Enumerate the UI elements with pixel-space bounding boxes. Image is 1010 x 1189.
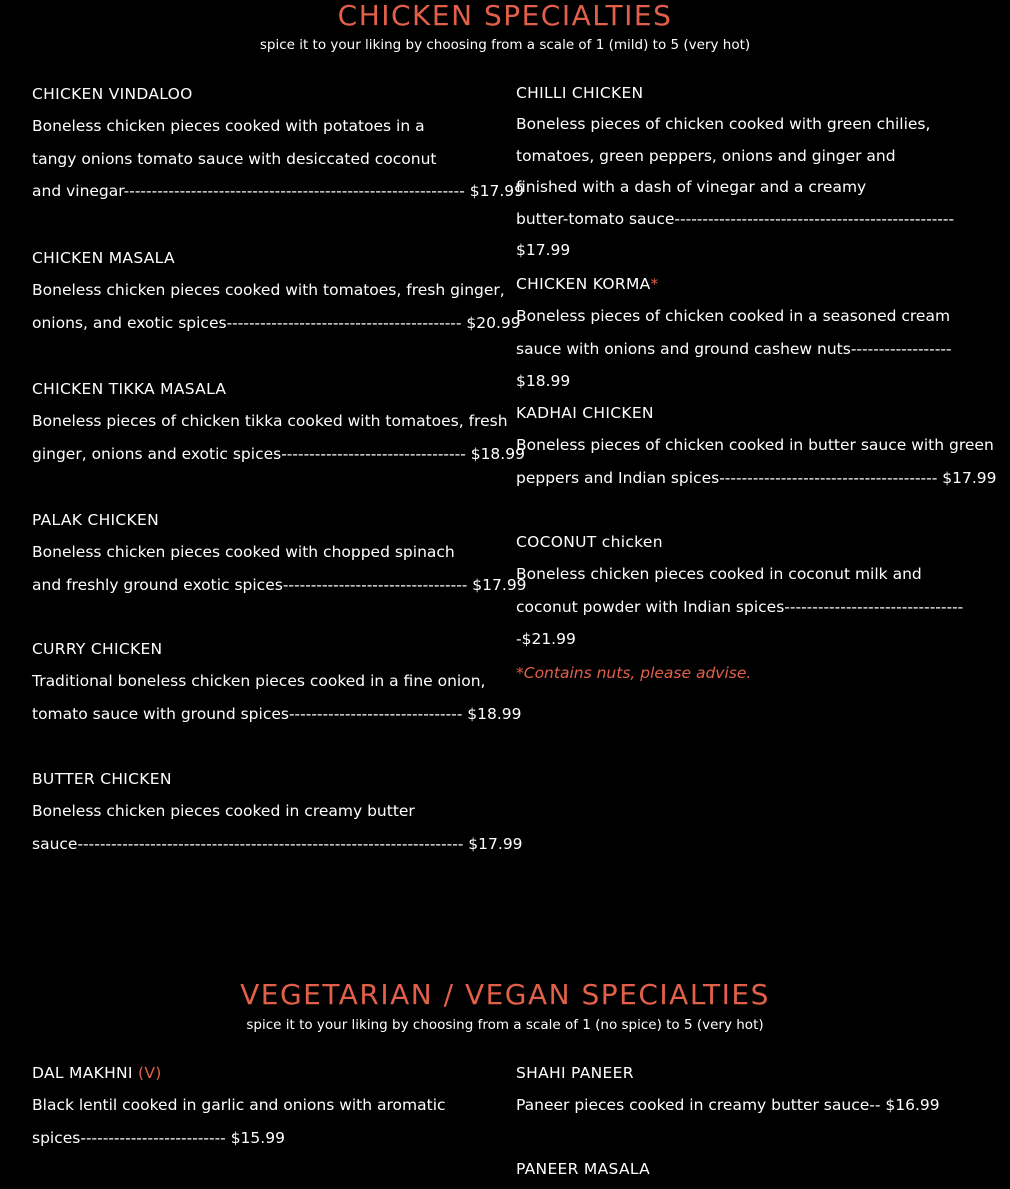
veg-section-title: VEGETARIAN / VEGAN SPECIALTIES [240,978,770,1011]
item-name: CHICKEN TIKKA MASALA [32,380,227,398]
menu-item-chicken-masala [32,248,521,339]
menu-item-chicken-vindaloo [32,84,524,208]
menu-item-curry-chicken [32,639,522,730]
item-description: Boneless chicken pieces cooked in creamy butter sauce--------------------------------------------------------------------- $17.99 [32,802,523,853]
item-description: Boneless pieces of chicken cooked with green chilies, tomatoes, green peppers, onions and ginger and finished with a dash of vinegar and a creamy butter-tomato sauce-------------------------------------------------- $17.99 [516,115,955,259]
item-description: Black lentil cooked in garlic and onions with aromatic spices-------------------------- $15.99 [32,1096,446,1147]
item-name: SHAHI PANEER [516,1064,634,1082]
item-description: Boneless chicken pieces cooked in coconut milk and coconut powder with Indian spices---------------------------------$21.99 [516,565,964,648]
nuts-note: *Contains nuts, please advise. [516,664,752,682]
item-name: COCONUT chicken [516,533,663,551]
item-name: CHICKEN KORMA* [516,275,659,293]
item-name: CHICKEN MASALA [32,249,175,267]
chicken-section-subtitle: spice it to your liking by choosing from a scale of 1 (mild) to 5 (very hot) [259,37,751,53]
item-name: CHILLI CHICKEN [516,84,644,102]
vegan-mark: (V) [132,1064,162,1082]
item-name: PALAK CHICKEN [32,511,159,529]
item-name: DAL MAKHNI (V) [32,1064,162,1082]
item-description: Traditional boneless chicken pieces cooked in a fine onion, tomato sauce with ground spices------------------------------- $18.99 [32,672,522,723]
chicken-section-title: CHICKEN SPECIALTIES [337,0,673,32]
item-name: KADHAI CHICKEN [516,404,654,422]
item-description: Boneless pieces of chicken cooked in a seasoned cream sauce with onions and ground cashew nuts------------------ $18.99 [516,307,952,390]
item-description: Boneless chicken pieces cooked with chopped spinach and freshly ground exotic spices--------------------------------- $17.99 [32,543,527,594]
item-description: Boneless chicken pieces cooked with potatoes in a tangy onions tomato sauce with desiccated coconut and vinegar------------------------------------------------------------- $17.99 [32,117,524,200]
menu-item-coconut-chicken [516,532,1010,656]
item-name: PANEER MASALA [516,1160,651,1178]
nuts-mark: * [650,275,659,293]
item-description: Paneer pieces cooked in creamy butter sauce-- $16.99 [516,1096,940,1114]
item-description: Boneless pieces of chicken cooked in butter sauce with green peppers and Indian spices--------------------------------------- $17.99 [516,436,997,487]
item-description: Boneless chicken pieces cooked with tomatoes, fresh ginger, onions, and exotic spices------------------------------------------ $20.99 [32,281,521,332]
menu-item-palak-chicken [32,510,527,601]
item-name: CURRY CHICKEN [32,640,163,658]
menu-item-kadhai-chicken [516,403,997,494]
menu-item-dal-makhni [32,1063,446,1154]
menu-item-paneer-masala [516,1159,650,1179]
menu-item-chilli-chicken [516,83,1010,267]
item-name: BUTTER CHICKEN [32,770,172,788]
menu-item-shahi-paneer [516,1063,940,1122]
veg-section-subtitle: spice it to your liking by choosing from a scale of 1 (no spice) to 5 (very hot) [246,1017,764,1033]
item-description: Boneless pieces of chicken tikka cooked with tomatoes, fresh ginger, onions and exotic spices--------------------------------- $18.99 [32,412,525,463]
menu-item-butter-chicken [32,769,523,860]
menu-item-chicken-tikka-masala [32,379,525,470]
menu-item-chicken-korma [516,274,1010,398]
item-name: CHICKEN VINDALOO [32,85,193,103]
